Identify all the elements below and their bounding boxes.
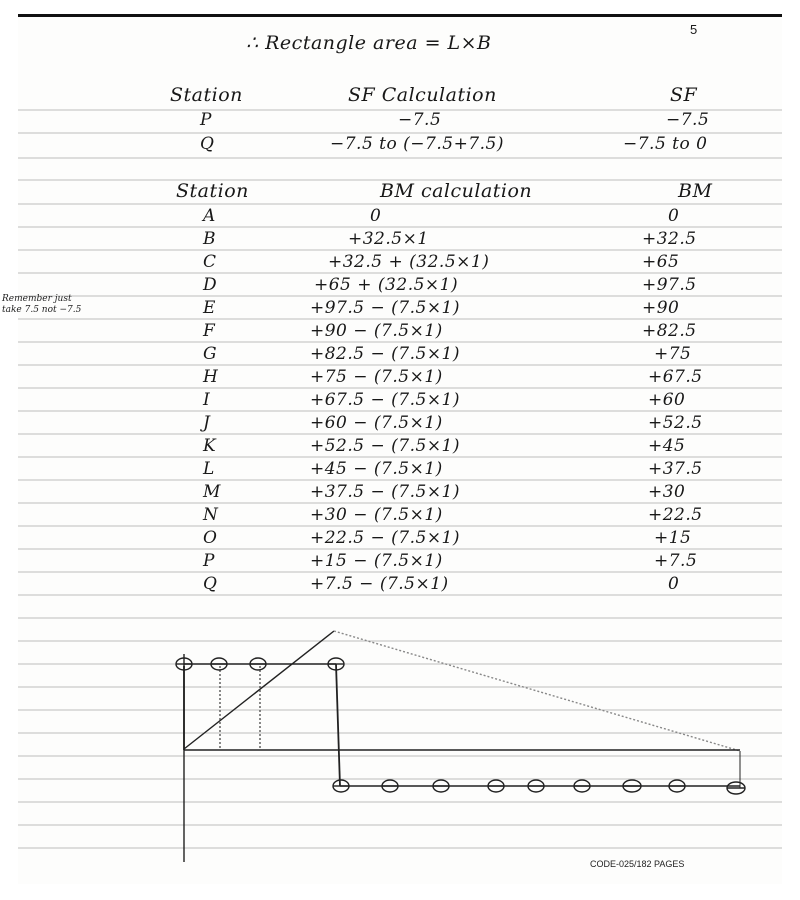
sf-value: −7.5 to 0 — [623, 134, 708, 154]
bm-station: P — [203, 551, 215, 571]
bm-value: +37.5 — [648, 459, 703, 479]
sf-step-drop — [336, 664, 340, 786]
bm-value: +60 — [648, 390, 686, 410]
bm-value: +7.5 — [654, 551, 698, 571]
sf-header-calculation: SF Calculation — [348, 84, 497, 106]
bm-calc: +7.5 − (7.5×1) — [310, 574, 449, 594]
bm-calc: +30 − (7.5×1) — [310, 505, 443, 525]
bm-calc: 0 — [370, 206, 382, 226]
bm-station: L — [203, 459, 215, 479]
sf-station: P — [200, 110, 212, 130]
bm-value: +30 — [648, 482, 686, 502]
lower-station-markers — [333, 780, 745, 794]
bm-line-rise — [184, 631, 334, 749]
bm-header-station: Station — [176, 180, 249, 202]
bm-station: C — [203, 252, 217, 272]
bm-station: Q — [203, 574, 218, 594]
bm-value: +97.5 — [642, 275, 697, 295]
side-note-line-2: take 7.5 not −7.5 — [2, 305, 82, 315]
bm-calc: +97.5 − (7.5×1) — [310, 298, 461, 318]
bm-header-value: BM — [678, 180, 713, 202]
sf-calc: −7.5 to (−7.5+7.5) — [330, 134, 504, 154]
bm-calc: +37.5 − (7.5×1) — [310, 482, 461, 502]
bm-calc: +60 − (7.5×1) — [310, 413, 443, 433]
bm-calc: +52.5 − (7.5×1) — [310, 436, 461, 456]
bm-value: 0 — [668, 574, 680, 594]
bm-calc: +82.5 − (7.5×1) — [310, 344, 461, 364]
bm-calc: +32.5×1 — [348, 229, 429, 249]
side-note-line-1: Remember just — [2, 294, 72, 304]
sf-station: Q — [200, 134, 215, 154]
bm-station: H — [203, 367, 219, 387]
bm-station: G — [203, 344, 218, 364]
bm-value: +45 — [648, 436, 686, 456]
bm-calc: +67.5 − (7.5×1) — [310, 390, 461, 410]
bm-line-fall — [334, 631, 740, 751]
page-number: 5 — [690, 22, 698, 37]
bm-station: J — [203, 413, 211, 433]
rectangle-area-formula: ∴ Rectangle area = L×B — [246, 32, 492, 54]
bm-station: F — [203, 321, 216, 341]
bm-value: +15 — [654, 528, 692, 548]
bm-value: +67.5 — [648, 367, 703, 387]
bm-station: D — [203, 275, 218, 295]
bm-calc: +90 − (7.5×1) — [310, 321, 443, 341]
sf-header-station: Station — [170, 84, 243, 106]
bm-station: E — [203, 298, 216, 318]
bm-station: K — [203, 436, 217, 456]
bm-value: +22.5 — [648, 505, 703, 525]
bm-station: I — [203, 390, 211, 410]
bm-value: +75 — [654, 344, 692, 364]
bm-station: B — [203, 229, 216, 249]
notebook-page — [2, 14, 782, 884]
bm-value: +52.5 — [648, 413, 703, 433]
bm-calc: +75 − (7.5×1) — [310, 367, 443, 387]
bm-header-calculation: BM calculation — [380, 180, 533, 202]
bm-station: O — [203, 528, 218, 548]
bm-calc: +65 + (32.5×1) — [314, 275, 459, 295]
sf-bm-sketch — [18, 14, 782, 884]
sf-header-value: SF — [670, 84, 698, 106]
bm-calc: +15 − (7.5×1) — [310, 551, 443, 571]
bm-station: M — [203, 482, 221, 502]
bm-station: N — [203, 505, 219, 525]
bm-calc: +45 − (7.5×1) — [310, 459, 443, 479]
sf-calc: −7.5 — [398, 110, 442, 130]
bm-calc: +32.5 + (32.5×1) — [328, 252, 490, 272]
sf-value: −7.5 — [666, 110, 710, 130]
footer-code: CODE-025/182 PAGES — [590, 859, 685, 869]
bm-value: +82.5 — [642, 321, 697, 341]
bm-value: +32.5 — [642, 229, 697, 249]
bm-calc: +22.5 − (7.5×1) — [310, 528, 461, 548]
bm-value: +65 — [642, 252, 680, 272]
bm-value: +90 — [642, 298, 680, 318]
bm-value: 0 — [668, 206, 680, 226]
bm-station: A — [203, 206, 216, 226]
